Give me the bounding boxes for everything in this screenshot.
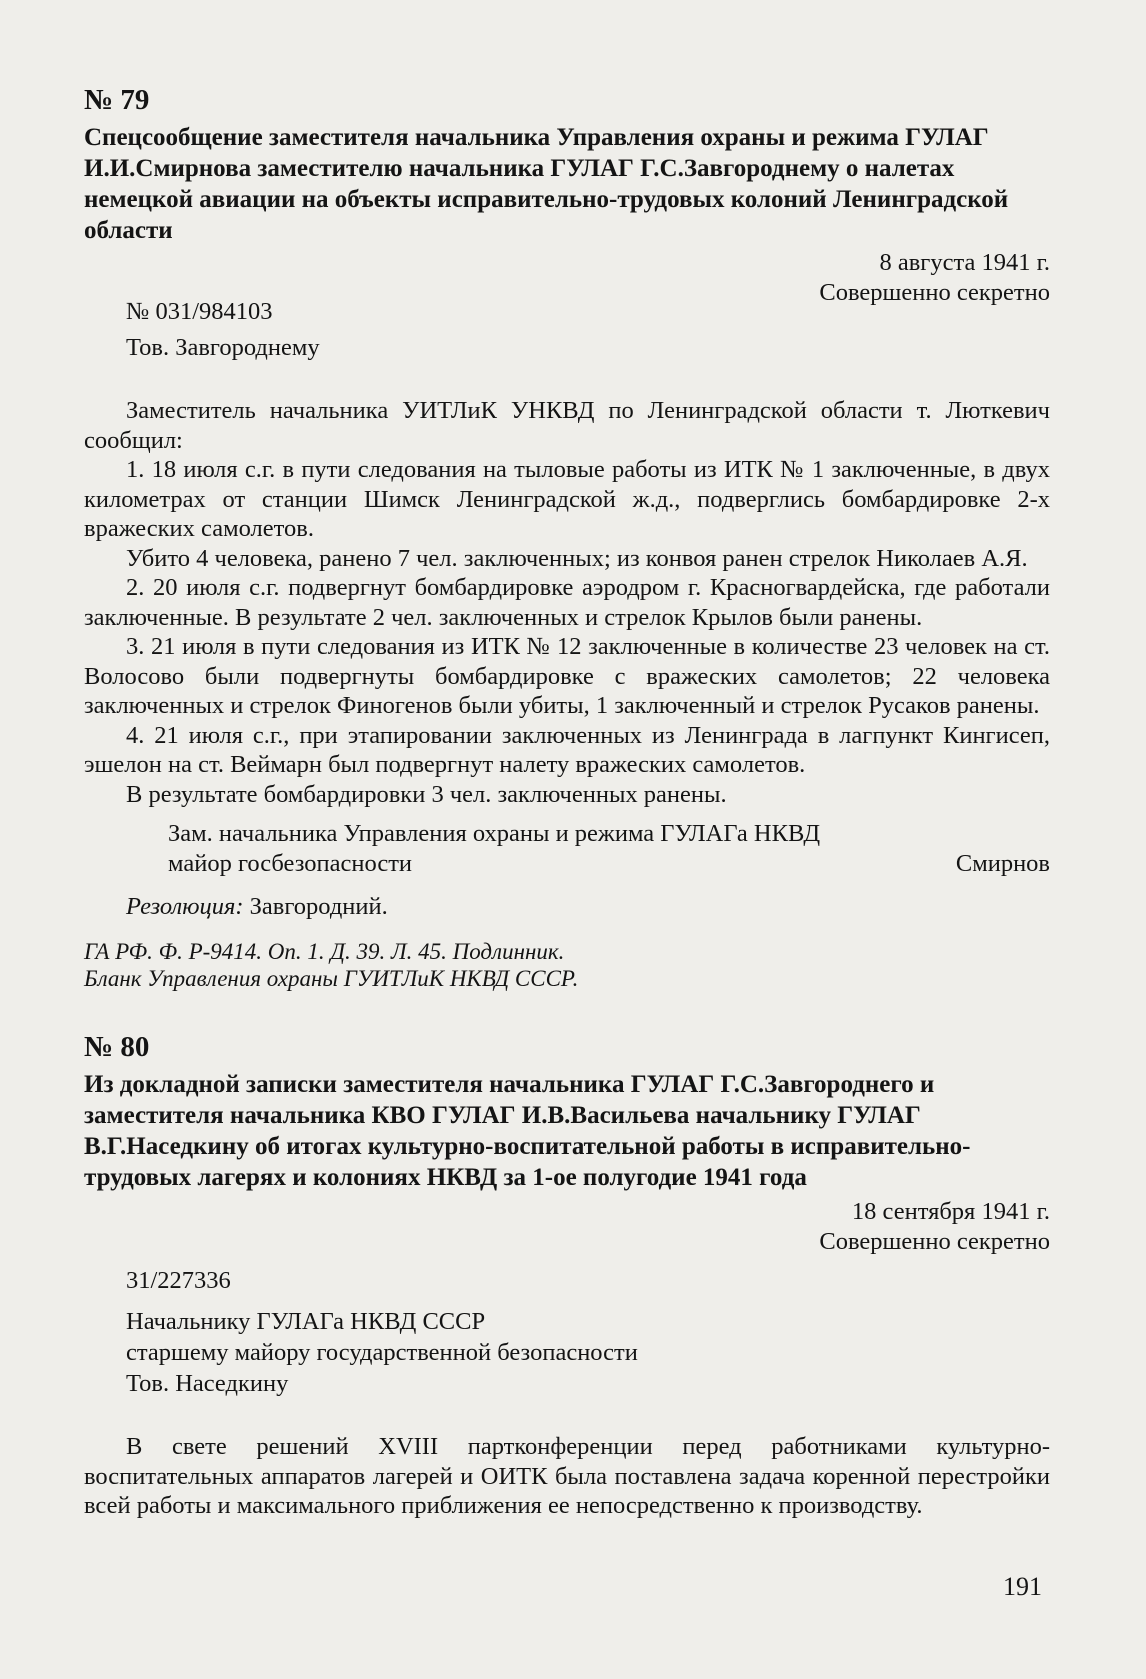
page-content xyxy=(84,82,1050,1521)
doc79-paragraph: 3. 21 июля в пути следования из ИТК № 12 заключенные в количестве 23 человек на ст. Волосово были подвергнуты бомбардировке с вражеских самолетов; 22 человека заключенных и стрелок Финогенов были убиты, 1 заключенный и стрелок Русаков ранены. xyxy=(84,633,1050,719)
signature-name: Смирнов xyxy=(955,849,1050,877)
resolution-label: Резолюция: xyxy=(126,893,244,920)
doc80-addressee-line: Начальнику ГУЛАГа НКВД СССР xyxy=(126,1308,486,1335)
doc79-archive-line: Бланк Управления охраны ГУИТЛиК НКВД СССР. xyxy=(84,966,579,991)
page-number: 191 xyxy=(1003,1572,1042,1601)
doc79-paragraph: В результате бомбардировки 3 чел. заключенных ранены. xyxy=(126,780,727,808)
doc79-reg-number: № 031/984103 xyxy=(126,298,273,325)
doc80-addressee-line: Тов. Наседкину xyxy=(126,1370,289,1397)
doc80-addressee-line: старшему майору государственной безопасности xyxy=(126,1339,638,1366)
doc79-addressee: Тов. Завгороднему xyxy=(126,334,320,361)
signature-rank: майор госбезопасности xyxy=(168,849,413,877)
doc79-paragraph: Убито 4 человека, ранено 7 чел. заключенных; из конвоя ранен стрелок Николаев А.Я. xyxy=(126,544,1028,572)
signature-row xyxy=(168,849,1050,879)
signature-position: Зам. начальника Управления охраны и режима ГУЛАГа НКВД xyxy=(168,820,821,847)
doc80-classification: Совершенно секретно xyxy=(819,1228,1050,1255)
doc79-paragraph: 1. 18 июля с.г. в пути следования на тыловые работы из ИТК № 1 заключенные, в двух километрах от станции Шимск Ленинградской ж.д., подверглись бомбардировке 2-х вражеских самолетов. xyxy=(84,456,1050,542)
doc80-paragraph: В свете решений XVIII партконференции перед работниками культурно-воспитательных аппаратов лагерей и ОИТК была поставлена задача коренной перестройки всей работы и максимального приближения ее непосредственно к производству. xyxy=(84,1433,1050,1519)
doc79-resolution xyxy=(84,892,1050,922)
doc79-date: 8 августа 1941 г. xyxy=(879,249,1050,276)
doc80-number: № 80 xyxy=(84,1031,150,1063)
doc79-archive-line: ГА РФ. Ф. Р-9414. Оп. 1. Д. 39. Л. 45. Подлинник. xyxy=(84,939,565,964)
doc79-title: Спецсообщение заместителя начальника Управления охраны и режима ГУЛАГ И.И.Смирнова заместителю начальника ГУЛАГ Г.С.Завгороднему о налетах немецкой авиации на объекты исправительно-трудовых колоний Ленинградской области xyxy=(84,124,1009,244)
doc79-signature xyxy=(84,819,1050,878)
doc79-paragraph: 4. 21 июля с.г., при этапировании заключенных из Ленинграда в лагпункт Кингисеп, эшелон на ст. Веймарн был подвергнут налету вражеских самолетов. xyxy=(84,721,1050,778)
doc79-number: № 79 xyxy=(84,84,150,116)
doc79-body xyxy=(84,396,1050,809)
doc79-paragraph: Заместитель начальника УИТЛиК УНКВД по Ленинградской области т. Люткевич сообщил: xyxy=(84,397,1050,454)
doc80-date: 18 сентября 1941 г. xyxy=(851,1198,1050,1225)
doc80-title: Из докладной записки заместителя начальника ГУЛАГ Г.С.Завгороднего и заместителя начальника КВО ГУЛАГ И.В.Васильева начальнику ГУЛАГ В.Г.Наседкину об итогах культурно-воспитательной работы в исправительно-трудовых лагерях и колониях НКВД за 1-ое полугодие 1941 года xyxy=(84,1071,971,1191)
resolution-text: Завгородний. xyxy=(249,893,388,920)
doc79-paragraph: 2. 20 июля с.г. подвергнут бомбардировке аэродром г. Красногвардейска, где работали заключенные. В результате 2 чел. заключенных и стрелок Крылов были ранены. xyxy=(84,574,1050,631)
doc79-classification: Совершенно секретно xyxy=(819,279,1050,306)
doc80-reg-number: 31/227336 xyxy=(126,1267,231,1294)
